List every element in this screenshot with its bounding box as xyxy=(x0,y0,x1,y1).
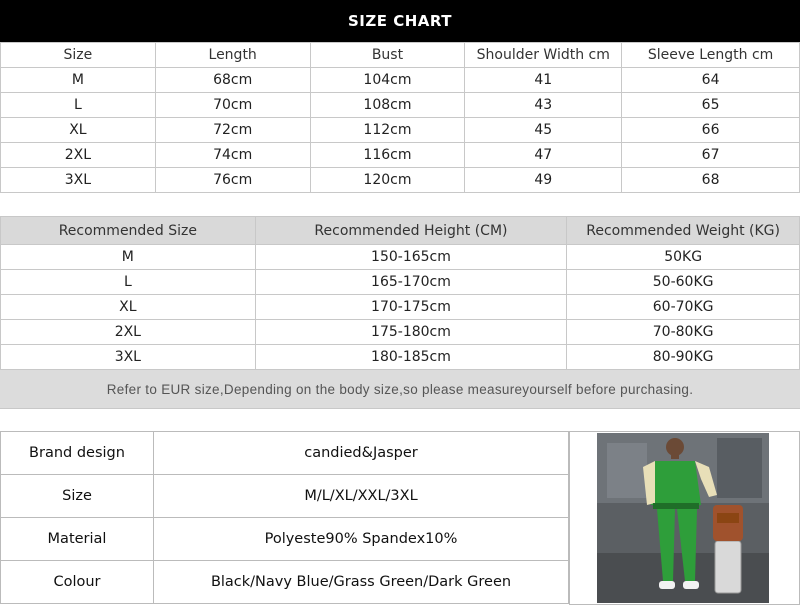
info-value: Black/Navy Blue/Grass Green/Dark Green xyxy=(154,561,569,604)
cell-bust: 104cm xyxy=(310,68,465,93)
cell-shoulder: 45 xyxy=(465,118,622,143)
cell-size: L xyxy=(1,93,156,118)
cell-rec-weight: 80-90KG xyxy=(567,345,800,370)
info-label: Size xyxy=(1,475,154,518)
size-chart-title: SIZE CHART xyxy=(347,12,452,30)
cell-rec-size: XL xyxy=(1,295,256,320)
cell-length: 68cm xyxy=(155,68,310,93)
cell-bust: 116cm xyxy=(310,143,465,168)
info-row-size xyxy=(1,475,569,518)
cell-rec-weight: 70-80KG xyxy=(567,320,800,345)
cell-rec-height: 150-165cm xyxy=(255,245,567,270)
col-header-rec-height: Recommended Height (CM) xyxy=(255,217,567,245)
cell-length: 70cm xyxy=(155,93,310,118)
cell-bust: 108cm xyxy=(310,93,465,118)
cell-rec-height: 165-170cm xyxy=(255,270,567,295)
cell-shoulder: 47 xyxy=(465,143,622,168)
col-header-bust: Bust xyxy=(310,43,465,68)
col-header-rec-size: Recommended Size xyxy=(1,217,256,245)
cell-size: XL xyxy=(1,118,156,143)
cell-shoulder: 49 xyxy=(465,168,622,193)
table-row xyxy=(1,68,800,93)
info-value: Polyeste90% Spandex10% xyxy=(154,518,569,561)
table-row xyxy=(1,270,800,295)
info-row-brand xyxy=(1,432,569,475)
table-row xyxy=(1,143,800,168)
info-value: candied&Jasper xyxy=(154,432,569,475)
cell-sleeve: 66 xyxy=(622,118,800,143)
info-value: M/L/XL/XXL/3XL xyxy=(154,475,569,518)
cell-length: 72cm xyxy=(155,118,310,143)
table-row xyxy=(1,168,800,193)
cell-rec-size: 3XL xyxy=(1,345,256,370)
cell-size: 3XL xyxy=(1,168,156,193)
cell-rec-height: 170-175cm xyxy=(255,295,567,320)
info-row-material xyxy=(1,518,569,561)
table-row xyxy=(1,118,800,143)
recommend-table xyxy=(0,216,800,370)
cell-sleeve: 67 xyxy=(622,143,800,168)
col-header-sleeve: Sleeve Length cm xyxy=(622,43,800,68)
cell-sleeve: 65 xyxy=(622,93,800,118)
cell-length: 76cm xyxy=(155,168,310,193)
sizing-note: Refer to EUR size,Depending on the body size,so please measureyourself before purchasing. xyxy=(0,370,800,409)
table-row xyxy=(1,345,800,370)
cell-sleeve: 64 xyxy=(622,68,800,93)
size-table xyxy=(0,42,800,193)
table-row xyxy=(1,245,800,270)
cell-rec-size: M xyxy=(1,245,256,270)
col-header-length: Length xyxy=(155,43,310,68)
info-label: Brand design xyxy=(1,432,154,475)
cell-bust: 112cm xyxy=(310,118,465,143)
cell-rec-weight: 50-60KG xyxy=(567,270,800,295)
cell-rec-height: 180-185cm xyxy=(255,345,567,370)
size-table-header-row xyxy=(1,43,800,68)
cell-length: 74cm xyxy=(155,143,310,168)
model-illustration xyxy=(597,433,769,603)
cell-rec-size: L xyxy=(1,270,256,295)
cell-rec-height: 175-180cm xyxy=(255,320,567,345)
col-header-size: Size xyxy=(1,43,156,68)
cell-shoulder: 41 xyxy=(465,68,622,93)
table-row xyxy=(1,93,800,118)
cell-sleeve: 68 xyxy=(622,168,800,193)
cell-rec-size: 2XL xyxy=(1,320,256,345)
cell-rec-weight: 50KG xyxy=(567,245,800,270)
cell-size: 2XL xyxy=(1,143,156,168)
product-info-table xyxy=(0,431,569,604)
info-row-colour xyxy=(1,561,569,604)
info-label: Material xyxy=(1,518,154,561)
product-photo xyxy=(569,431,800,605)
cell-shoulder: 43 xyxy=(465,93,622,118)
info-label: Colour xyxy=(1,561,154,604)
cell-size: M xyxy=(1,68,156,93)
size-chart-header xyxy=(0,0,800,42)
cell-rec-weight: 60-70KG xyxy=(567,295,800,320)
col-header-shoulder: Shoulder Width cm xyxy=(465,43,622,68)
col-header-rec-weight: Recommended Weight (KG) xyxy=(567,217,800,245)
table-row xyxy=(1,295,800,320)
recommend-table-header-row xyxy=(1,217,800,245)
cell-bust: 120cm xyxy=(310,168,465,193)
table-row xyxy=(1,320,800,345)
